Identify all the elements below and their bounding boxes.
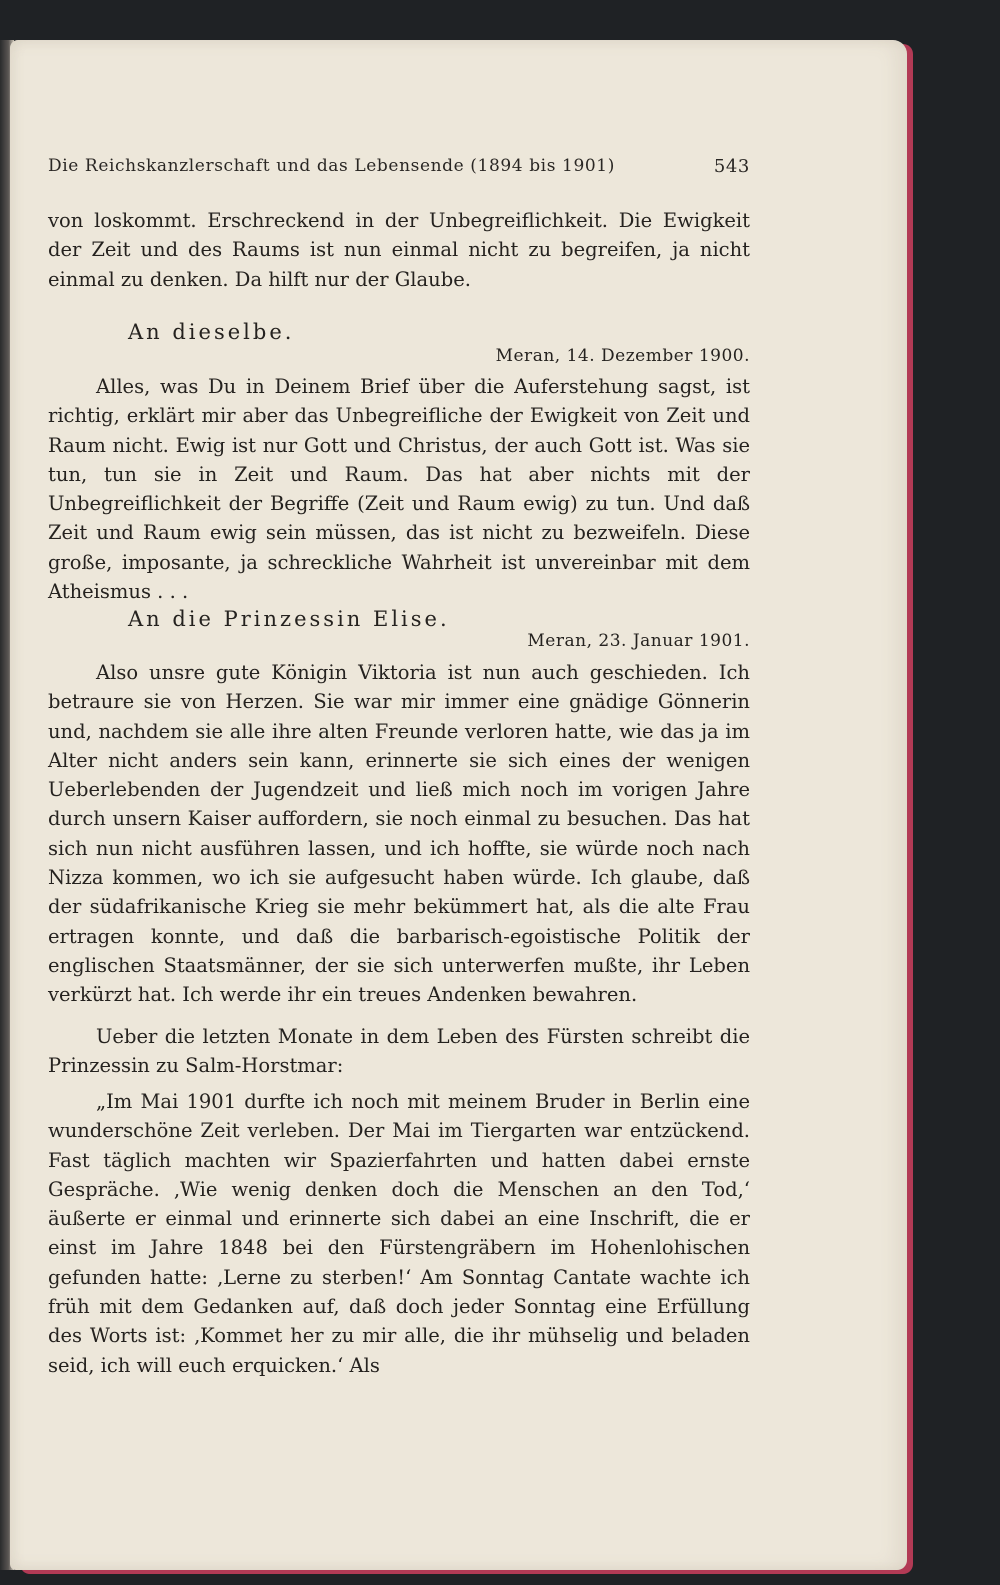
dateline-2: Meran, 23. Januar 1901. (527, 631, 750, 651)
letter-heading-1: An dieselbe. (128, 320, 295, 344)
paragraph-1 (48, 206, 750, 294)
page-number: 543 (713, 156, 750, 177)
paragraph-4 (48, 1022, 750, 1081)
running-title: Die Reichskanzlerschaft und das Lebensende (1894 bis 1901) (48, 156, 615, 176)
paragraph-3 (48, 658, 750, 1010)
paragraph-text: Also unsre gute Königin Viktoria ist nun auch geschieden. Ich betraure sie von Herzen. Sie war mir immer eine gnädige Gönnerin und, nachdem sie alle ihre alten Freunde verloren hatte, wie das ja im Alter nicht anders sein kann, erinnerte sie sich eines der wenigen Ueberlebenden der Jugendzeit und ließ mich noch im vorigen Jahre durch unsern Kaiser auffordern, sie noch einmal zu besuchen. Das hat sich nun nicht ausführen lassen, und ich hoffte, sie würde noch nach Nizza kommen, wo ich sie aufgesucht haben würde. Ich glaube, daß der südafrikanische Krieg sie mehr bekümmert hat, als die alte Frau ertragen konnte, und daß die barbarisch-egoistische Politik der englischen Staatsmänner, der sie sich unterwerfen mußte, ihr Leben verkürzt hat. Ich werde ihr ein treues Andenken bewahren. (48, 661, 750, 1007)
paragraph-5 (48, 1087, 750, 1380)
paragraph-text: Alles, was Du in Deinem Brief über die Auferstehung sagst, ist richtig, erklärt mir aber das Unbegreifliche der Ewigkeit von Zeit und Raum nicht. Ewig ist nur Gott und Christus, der auch Gott ist. Was sie tun, tun sie in Zeit und Raum. Das hat aber nichts mit der Unbegreiflichkeit der Begriffe (Zeit und Raum ewig) zu tun. Und daß Zeit und Raum ewig sein müssen, das ist nicht zu bezweifeln. Diese große, imposante, ja schreckliche Wahrheit ist unvereinbar mit dem Atheismus . . . (48, 375, 750, 604)
running-header (48, 156, 750, 177)
paragraph-2 (48, 372, 750, 606)
dateline-1: Meran, 14. Dezember 1900. (495, 346, 750, 366)
paragraph-text: von loskommt. Erschreckend in der Unbegreiflichkeit. Die Ewigkeit der Zeit und des Raums ist nun einmal nicht zu begreifen, ja nicht einmal zu denken. Da hilft nur der Glaube. (48, 209, 750, 291)
letter-heading-2: An die Prinzessin Elise. (128, 607, 450, 631)
paragraph-text: Ueber die letzten Monate in dem Leben des Fürsten schreibt die Prinzessin zu Salm-Horstmar: (48, 1025, 750, 1078)
paragraph-text: „Im Mai 1901 durfte ich noch mit meinem Bruder in Berlin eine wunderschöne Zeit verleben. Der Mai im Tiergarten war entzückend. Fast täglich machten wir Spazierfahrten und hatten dabei ernste Gespräche. ‚Wie wenig denken doch die Menschen an den Tod,‘ äußerte er einmal und erinnerte sich dabei an eine Inschrift, die er einst im Jahre 1848 bei den Fürstengräbern im Hohenlohischen gefunden hatte: ‚Lerne zu sterben!‘ Am Sonntag Cantate wachte ich früh mit dem Gedanken auf, daß doch jeder Sonntag eine Erfüllung des Worts ist: ‚Kommet her zu mir alle, die ihr mühselig und beladen seid, ich will euch erquicken.‘ Als (48, 1090, 750, 1377)
